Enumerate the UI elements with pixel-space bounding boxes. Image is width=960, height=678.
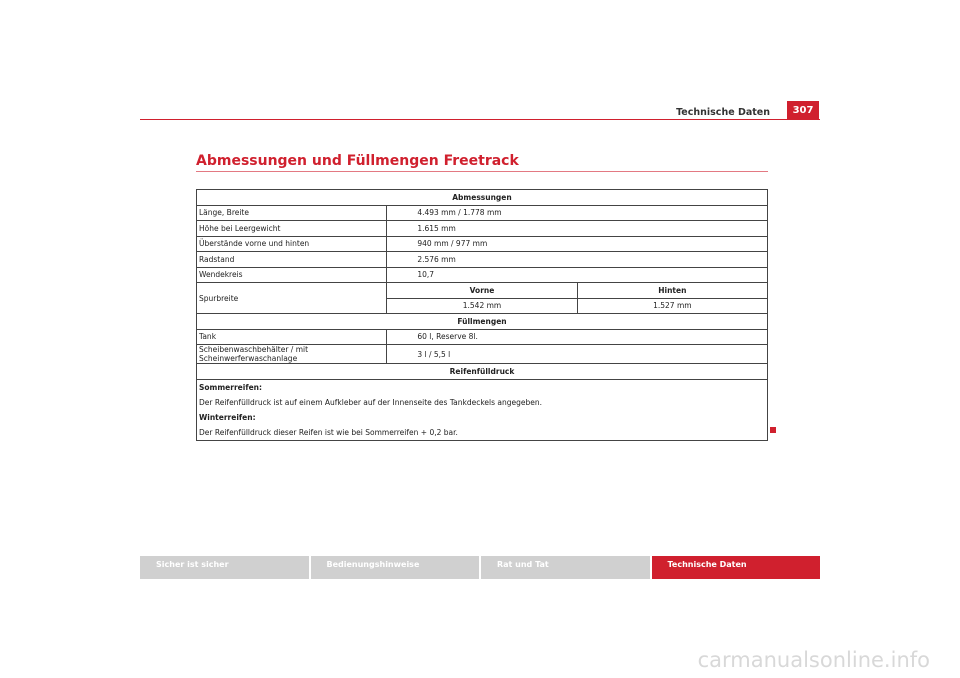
table-row	[197, 283, 768, 299]
row-value: 60 l, Reserve 8l.	[387, 329, 768, 345]
row-label: Überstände vorne und hinten	[197, 236, 387, 252]
page-number-badge: 307	[787, 101, 819, 120]
specifications-table	[196, 189, 768, 441]
header-divider	[140, 119, 820, 120]
spurbreite-label: Spurbreite	[197, 283, 387, 314]
table-row	[197, 329, 768, 345]
summer-heading: Sommerreifen:	[199, 382, 263, 392]
abmessungen-heading: Abmessungen	[197, 190, 768, 206]
watermark: carmanualsonline.info	[697, 648, 930, 672]
winter-text: Der Reifenfülldruck dieser Reifen ist wie bei Sommerreifen + 0,2 bar.	[199, 427, 458, 437]
table-row	[197, 221, 768, 237]
reifen-heading: Reifenfülldruck	[197, 364, 768, 380]
footer-nav	[140, 556, 820, 579]
row-value: 3 l / 5,5 l	[387, 345, 768, 364]
table-row	[197, 379, 768, 440]
footer-tab-bedienungshinweise[interactable]: Bedienungshinweise	[311, 556, 480, 579]
table-row	[197, 345, 768, 364]
header-section-name: Technische Daten	[676, 107, 770, 118]
row-value: 10,7	[387, 267, 768, 283]
footer-tab-rat-und-tat[interactable]: Rat und Tat	[481, 556, 650, 579]
row-value: 2.576 mm	[387, 252, 768, 268]
row-value: 940 mm / 977 mm	[387, 236, 768, 252]
section-title: Abmessungen und Füllmengen Freetrack	[196, 153, 519, 169]
section-end-marker	[770, 427, 776, 433]
table-heading-row	[197, 364, 768, 380]
footer-tab-sicher-ist-sicher[interactable]: Sicher ist sicher	[140, 556, 309, 579]
row-label: Höhe bei Leergewicht	[197, 221, 387, 237]
winter-heading: Winterreifen:	[199, 412, 256, 422]
summer-text: Der Reifenfülldruck ist auf einem Aufkleber auf der Innenseite des Tankdeckels angegeben.	[199, 397, 543, 407]
row-value: 1.615 mm	[387, 221, 768, 237]
row-label: Länge, Breite	[197, 205, 387, 221]
spurbreite-rear-value: 1.527 mm	[577, 298, 767, 314]
spurbreite-front-heading: Vorne	[387, 283, 577, 299]
spurbreite-front-value: 1.542 mm	[387, 298, 577, 314]
footer-tab-technische-daten[interactable]: Technische Daten	[652, 556, 821, 579]
table-heading-row	[197, 190, 768, 206]
row-value: 4.493 mm / 1.778 mm	[387, 205, 768, 221]
row-label: Radstand	[197, 252, 387, 268]
title-divider	[196, 171, 768, 172]
spurbreite-rear-heading: Hinten	[577, 283, 767, 299]
fuellmengen-heading: Füllmengen	[197, 314, 768, 330]
table-row	[197, 205, 768, 221]
table-row	[197, 252, 768, 268]
row-label: Scheibenwaschbehälter / mit Scheinwerferwaschanlage	[197, 345, 387, 364]
table-row	[197, 267, 768, 283]
reifen-text-cell	[197, 379, 768, 440]
row-label: Tank	[197, 329, 387, 345]
row-label: Wendekreis	[197, 267, 387, 283]
table-row	[197, 236, 768, 252]
table-heading-row	[197, 314, 768, 330]
